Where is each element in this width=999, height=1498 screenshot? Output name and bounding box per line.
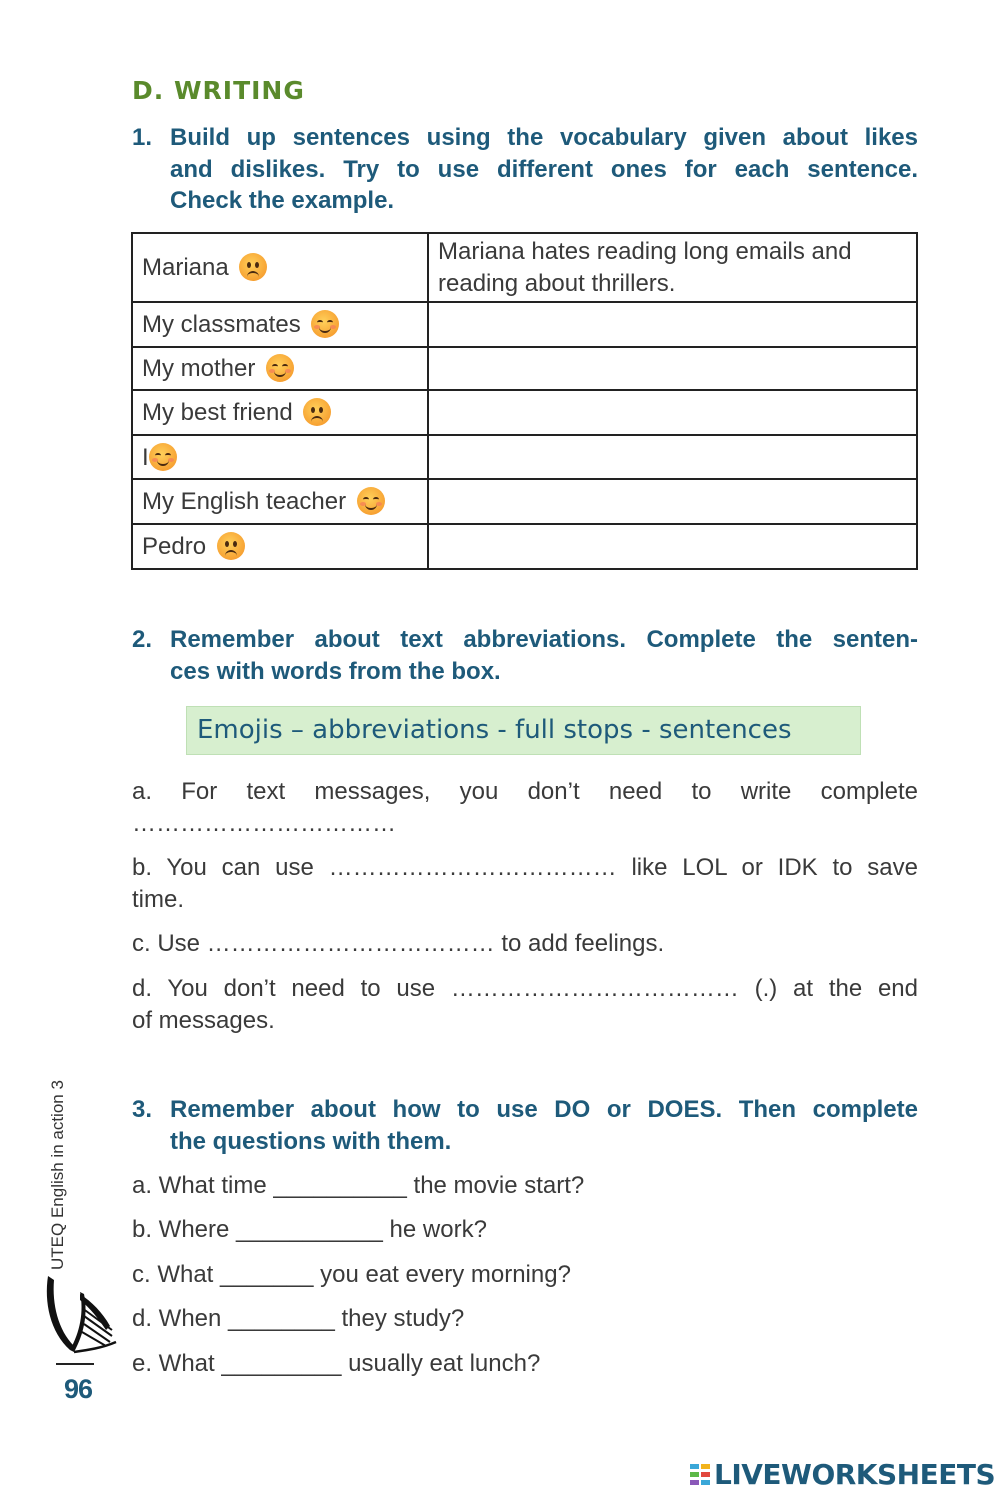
open-book-icon (40, 1272, 120, 1356)
subject-label: Mariana (142, 254, 229, 281)
sad-face-icon (303, 398, 331, 426)
table-row (132, 347, 917, 390)
question-number: 2. (132, 626, 153, 653)
answer-cell[interactable] (428, 302, 917, 347)
subject-cell (132, 390, 428, 435)
smiling-face-icon (266, 354, 294, 382)
question-2-line-1: Remember about text abbreviations. Complete the senten- (170, 626, 918, 653)
question-1-line-3: Check the example. (170, 187, 395, 214)
subject-label: I (142, 443, 149, 471)
question-number: 3. (132, 1096, 153, 1123)
answer-cell[interactable] (428, 435, 917, 479)
answer-cell[interactable] (428, 347, 917, 390)
subject-cell (132, 479, 428, 524)
page-number-rule (56, 1363, 94, 1365)
q3-item-e[interactable]: e. What _________ usually eat lunch? (132, 1350, 541, 1377)
question-number: 1. (132, 124, 153, 151)
q2-item-b-line-1: b. You can use ……………………………… like LOL or IDK to save (132, 854, 918, 881)
q2-item-d-line-1: d. You don’t need to use ……………………………… (.) at the end (132, 975, 918, 1002)
table-row (132, 302, 917, 347)
q2-item-d-line-2: of messages. (132, 1007, 275, 1034)
answer-cell[interactable] (428, 524, 917, 569)
q2-item-a-line-1: a. For text messages, you don’t need to write complete (132, 778, 918, 805)
book-title: UTEQ English in action 3 (48, 1080, 67, 1270)
table-row (132, 524, 917, 569)
table-row (132, 479, 917, 524)
subject-label: Pedro (142, 533, 207, 560)
question-3-line-1: Remember about how to use DO or DOES. Then complete (170, 1096, 918, 1123)
likes-dislikes-table (131, 232, 918, 570)
table-row (132, 390, 917, 435)
q3-item-a[interactable]: a. What time __________ the movie start? (132, 1172, 585, 1199)
subject-cell (132, 302, 428, 347)
q2-item-b-line-2: time. (132, 886, 185, 913)
subject-cell (132, 233, 428, 302)
subject-label: My classmates (142, 311, 301, 338)
subject-cell (132, 524, 428, 569)
question-1 (132, 122, 918, 217)
section-title: D. WRITING (132, 76, 305, 105)
smiling-face-icon (311, 310, 339, 338)
subject-cell (132, 347, 428, 390)
question-2 (132, 624, 918, 687)
q2-item-c: c. Use ……………………………… to add feelings. (132, 930, 665, 957)
q3-item-c[interactable]: c. What _______ you eat every morning? (132, 1261, 571, 1288)
liveworksheets-grid-icon (690, 1464, 710, 1486)
sad-face-icon (217, 532, 245, 560)
subject-label: My English teacher (142, 488, 347, 515)
question-1-line-1: Build up sentences using the vocabulary given about likes (170, 124, 918, 151)
answer-cell[interactable]: Mariana hates reading long emails and reading about thrillers. (428, 233, 917, 302)
smiling-face-icon (357, 487, 385, 515)
q2-item-a-blank[interactable]: …………………………… (132, 810, 396, 837)
liveworksheets-logo (690, 1458, 995, 1491)
question-3-line-2: the questions with them. (170, 1127, 452, 1155)
liveworksheets-brand: LIVEWORKSHEETS (714, 1458, 996, 1491)
subject-cell (132, 435, 428, 479)
q3-item-b[interactable]: b. Where ___________ he work? (132, 1216, 487, 1243)
table-row (132, 435, 917, 479)
q3-item-d[interactable]: d. When ________ they study? (132, 1305, 465, 1332)
question-3 (132, 1094, 918, 1157)
answer-cell[interactable] (428, 479, 917, 524)
question-1-line-2: and dislikes. Try to use different ones for each sentence. (170, 155, 918, 183)
answer-cell[interactable] (428, 390, 917, 435)
word-box: Emojis – abbreviations - full stops - sentences (186, 706, 861, 755)
table-row (132, 233, 917, 302)
question-2-line-2: ces with words from the box. (170, 657, 501, 685)
subject-label: My mother (142, 355, 256, 382)
page-number: 96 (64, 1374, 93, 1404)
sad-face-icon (239, 253, 267, 281)
smiling-face-icon (149, 443, 177, 471)
subject-label: My best friend (142, 399, 293, 426)
